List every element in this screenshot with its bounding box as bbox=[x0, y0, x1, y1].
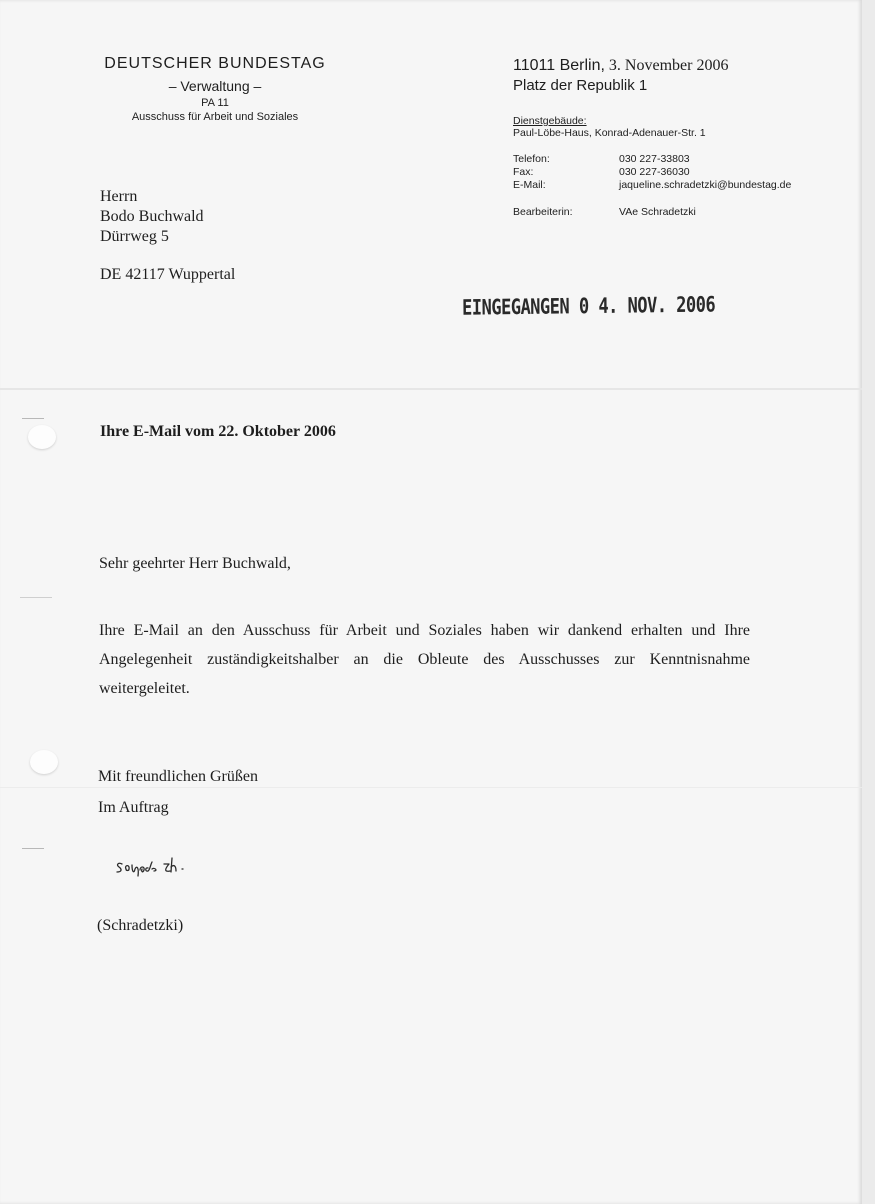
building-label: Dienstgebäude: bbox=[513, 115, 587, 127]
handwritten-signature bbox=[112, 852, 216, 882]
building-value: Paul-Löbe-Haus, Konrad-Adenauer-Str. 1 bbox=[513, 127, 706, 139]
contact-phone: Telefon: 030 227-33803 bbox=[513, 153, 690, 165]
subject-line: Ihre E-Mail vom 22. Oktober 2006 bbox=[100, 423, 336, 440]
fold-mark bbox=[20, 597, 52, 598]
page-edge bbox=[862, 0, 875, 1204]
paper-fold-line bbox=[0, 787, 862, 788]
recipient-city: DE 42117 Wuppertal bbox=[100, 266, 236, 283]
contact-email: E-Mail: jaqueline.schradetzki@bundestag.de bbox=[513, 179, 792, 191]
letter-date: 3. November 2006 bbox=[608, 57, 729, 74]
place-city: 11011 Berlin, bbox=[513, 57, 605, 74]
punch-hole bbox=[28, 425, 56, 449]
received-stamp: EINGEGANGEN 0 4. NOV. 2006 bbox=[462, 292, 716, 321]
on-behalf: Im Auftrag bbox=[98, 799, 169, 816]
place-date bbox=[513, 57, 728, 75]
sender-org: DEUTSCHER BUNDESTAG bbox=[104, 55, 326, 72]
punch-hole bbox=[30, 750, 58, 774]
fold-mark bbox=[22, 848, 44, 849]
fold-mark bbox=[22, 418, 44, 419]
sender-committee: Ausschuss für Arbeit und Soziales bbox=[131, 111, 299, 123]
sender-unit: PA 11 bbox=[201, 97, 229, 109]
sender-division: – Verwaltung – bbox=[168, 78, 262, 94]
recipient-name: Bodo Buchwald bbox=[100, 208, 204, 225]
letter-body bbox=[99, 616, 750, 703]
recipient-salutation: Herrn bbox=[100, 188, 138, 205]
signature-name: (Schradetzki) bbox=[97, 917, 184, 934]
paper-fold-line bbox=[0, 388, 862, 390]
place-street: Platz der Republik 1 bbox=[513, 77, 648, 94]
closing: Mit freundlichen Grüßen bbox=[98, 768, 258, 785]
greeting: Sehr geehrter Herr Buchwald, bbox=[99, 555, 291, 572]
contact-fax: Fax: 030 227-36030 bbox=[513, 166, 690, 178]
body-paragraph: Ihre E-Mail an den Ausschuss für Arbeit und Soziales haben wir dankend erhalten und Ihre Angelegenheit zuständigkeitshalber an die Obleute des Ausschusses zur Kenntnisnahme weitergeleitet. bbox=[99, 622, 750, 697]
recipient-street: Dürrweg 5 bbox=[100, 228, 169, 245]
clerk: Bearbeiterin: VAe Schradetzki bbox=[513, 206, 696, 218]
